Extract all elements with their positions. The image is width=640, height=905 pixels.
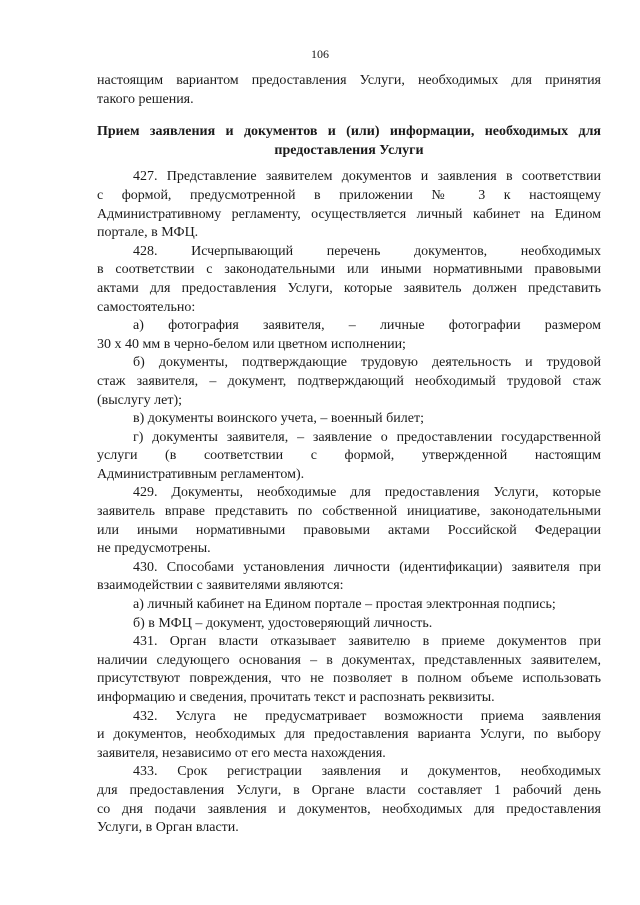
paragraph-line: 433. Срок регистрации заявления и документов, необходимых [133, 764, 601, 780]
paragraph-line: заявителя, независимо от его места нахождения. [97, 745, 386, 761]
paragraph-line: а) личный кабинет на Едином портале – простая электронная подпись; [133, 597, 556, 613]
paragraph-line: с формой, предусмотренной в приложении № 3 к настоящему [97, 187, 601, 203]
paragraph-line: 428. Исчерпывающий перечень документов, необходимых [133, 243, 601, 259]
paragraph-line: 430. Способами установления личности (идентификации) заявителя при [133, 559, 601, 575]
paragraph-line: 432. Услуга не предусматривает возможности приема заявления [133, 708, 601, 724]
paragraph-line: наличии следующего основания – в документах, представленных заявителем, [97, 652, 601, 668]
paragraph-line: б) в МФЦ – документ, удостоверяющий личность. [133, 615, 433, 631]
paragraph-line: стаж заявителя, – документ, подтверждающий необходимый трудовой стаж [97, 373, 601, 389]
paragraph-line: взаимодействии с заявителями являются: [97, 578, 344, 594]
paragraph-line: для предоставления Услуги, в Органе власти составляет 1 рабочий день [97, 782, 601, 798]
paragraph-line: 427. Представление заявителем документов и заявления в соответствии [133, 169, 601, 185]
paragraph-line: или иными нормативными правовыми актами Российской Федерации [97, 522, 601, 538]
paragraph-line: присутствуют повреждения, что не позволяет в полном объеме использовать [97, 671, 601, 687]
intro-line: настоящим вариантом предоставления Услуги, необходимых для принятия [97, 73, 601, 88]
paragraph-line: б) документы, подтверждающие трудовую деятельность и трудовой [133, 355, 601, 371]
paragraph-line: в соответствии с законодательными или иными нормативными правовыми [97, 262, 601, 278]
paragraph-line: самостоятельно: [97, 299, 196, 315]
paragraph-line: Административному регламенту, осуществляется личный кабинет на Едином [97, 206, 601, 222]
paragraph-line: в) документы воинского учета, – военный билет; [133, 411, 424, 427]
intro-line: такого решения. [97, 91, 194, 107]
section-heading: предоставления Услуги [274, 142, 424, 158]
section-heading: Прием заявления и документов и (или) информации, необходимых для [97, 124, 601, 140]
paragraph-line: а) фотография заявителя, – личные фотографии размером [133, 318, 601, 334]
paragraph-line: актами для предоставления Услуги, которые заявитель должен представить [97, 280, 601, 296]
paragraph-line: заявитель вправе представить по собственной инициативе, законодательными [97, 504, 601, 520]
paragraph-line: информацию и сведения, прочитать текст и распознать реквизиты. [97, 690, 495, 705]
paragraph-line: 30 х 40 мм в черно-белом или цветном исполнении; [97, 336, 406, 352]
paragraph-line: Услуги, в Орган власти. [97, 820, 239, 836]
paragraph-line: и документов, необходимых для предоставления варианта Услуги, по выбору [97, 727, 601, 743]
paragraph-line: Административным регламентом). [97, 466, 305, 482]
paragraph-line: портале, в МФЦ. [97, 225, 199, 241]
paragraph-line: со дня подачи заявления и документов, необходимых для предоставления [97, 801, 601, 817]
paragraph-line: услуги (в соответствии с формой, утвержденной настоящим [97, 448, 601, 464]
paragraph-line: не предусмотрены. [97, 541, 211, 557]
paragraph-line: 429. Документы, необходимые для предоставления Услуги, которые [133, 485, 601, 501]
document-body [97, 72, 601, 838]
page-number: 106 [311, 47, 329, 61]
paragraph-line: г) документы заявителя, – заявление о предоставлении государственной [133, 429, 601, 445]
paragraph-line: (выслугу лет); [97, 392, 182, 408]
paragraph-line: 431. Орган власти отказывает заявителю в приеме документов при [133, 634, 601, 650]
